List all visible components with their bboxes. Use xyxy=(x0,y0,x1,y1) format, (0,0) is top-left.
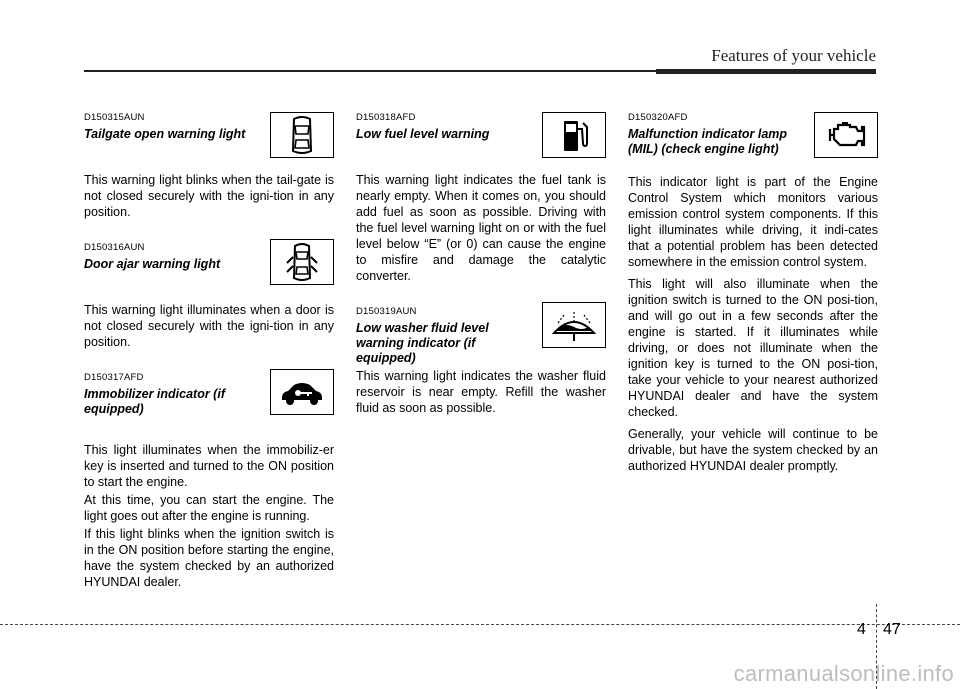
section-body: This warning light illuminates when a door is not closed securely with the igni-tion in any position. xyxy=(84,303,334,349)
door-ajar-icon xyxy=(270,239,334,285)
section-fuel xyxy=(356,112,606,158)
section-body: This warning light blinks when the tail-gate is not closed securely with the igni-tion in any position. xyxy=(84,173,334,219)
section-body: This light illuminates when the immobiliz-er key is inserted and turned to the ON position to start the engine. xyxy=(84,443,334,489)
tailgate-open-icon xyxy=(270,112,334,158)
section-code: D150317AFD xyxy=(84,372,144,383)
section-body: Generally, your vehicle will continue to be drivable, but have the system checked by an authorized HYUNDAI dealer promptly. xyxy=(628,427,878,473)
section-code: D150319AUN xyxy=(356,306,417,317)
immobilizer-key-car-icon xyxy=(270,369,334,415)
section-title: Malfunction indicator lamp (MIL) (check engine light) xyxy=(628,127,788,156)
column-2 xyxy=(356,112,606,418)
column-3 xyxy=(628,112,878,476)
section-body: This warning light indicates the fuel tank is nearly empty. When it comes on, you should add fuel as soon as possible. Driving with the fuel level warning light on or with the fuel level below “E” (or 0) can cause the engine to misfire and damage the catalytic converter. xyxy=(356,173,606,283)
section-body: This warning light indicates the washer fluid reservoir is near empty. Refill the washer fluid as soon as possible. xyxy=(356,369,606,415)
check-engine-icon xyxy=(814,112,878,158)
header-rule-accent xyxy=(656,69,876,74)
fuel-pump-icon xyxy=(542,112,606,158)
column-1 xyxy=(84,112,334,592)
section-body: This indicator light is part of the Engine Control System which monitors various emission control system components. If this light illuminates while driving, it indi-cates that a potential problem has been detected somewhere in the emission control system. xyxy=(628,175,878,269)
section-title: Low washer fluid level warning indicator (if equipped) xyxy=(356,321,489,365)
page-number: 47 xyxy=(883,621,901,638)
section-body: This light will also illuminate when the ignition switch is turned to the ON posi-tion, and will go out in a few seconds after the engine is started. If it illuminates while driving, or does not illuminate when the ignition key is turned to the ON posi-tion, take your vehicle to your nearest authorized HYUNDAI dealer and have the system checked. xyxy=(628,277,878,419)
section-immobilizer xyxy=(84,372,334,430)
footer-rule xyxy=(0,624,960,625)
section-code: D150320AFD xyxy=(628,112,688,123)
section-title: Low fuel level warning xyxy=(356,127,490,141)
section-title: Tailgate open warning light xyxy=(84,127,246,141)
chapter-number: 4 xyxy=(857,621,866,638)
section-body: At this time, you can start the engine. The light goes out after the engine is running. xyxy=(84,493,334,523)
section-title: Door ajar warning light xyxy=(84,257,221,271)
section-mil xyxy=(628,112,878,170)
section-washer xyxy=(356,306,606,364)
section-body: If this light blinks when the ignition switch is in the ON position before starting the engine, have the system checked by an authorized HYUNDAI dealer. xyxy=(84,527,334,589)
section-door xyxy=(84,242,334,288)
section-code: D150315AUN xyxy=(84,112,145,123)
section-code: D150316AUN xyxy=(84,242,145,253)
washer-fluid-icon xyxy=(542,302,606,348)
watermark: carmanualsonline.info xyxy=(733,661,954,686)
page-header-title: Features of your vehicle xyxy=(711,46,876,65)
section-tailgate xyxy=(84,112,334,158)
section-code: D150318AFD xyxy=(356,112,416,123)
section-title: Immobilizer indicator (if equipped) xyxy=(84,387,225,416)
